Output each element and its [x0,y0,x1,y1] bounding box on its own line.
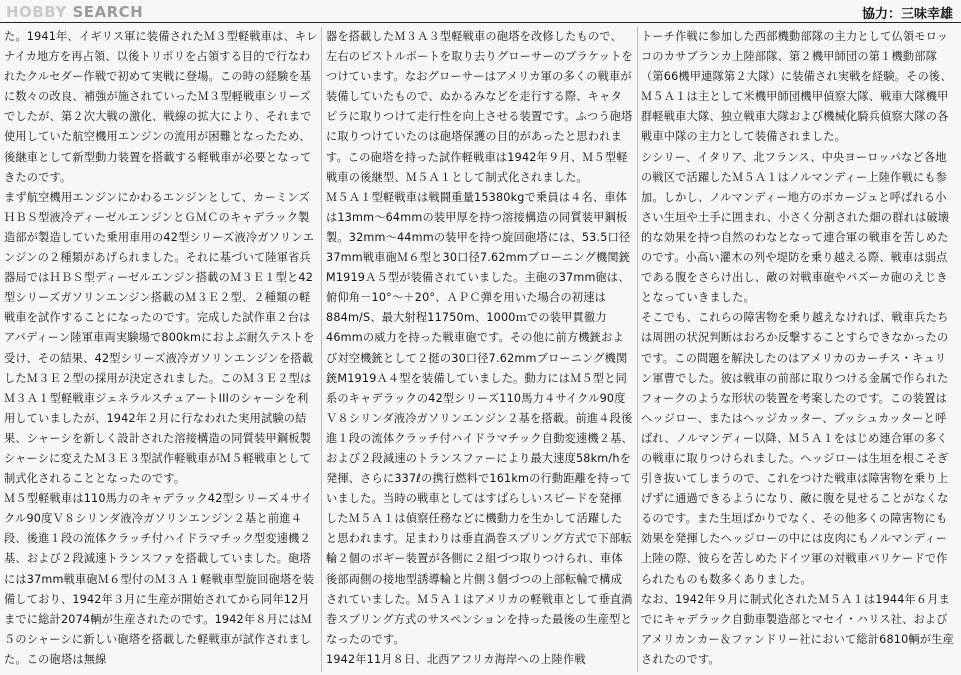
header-rule [0,22,961,23]
paragraph: Ｍ５Ａ１型軽戦車は戦闘重量15380kgで乗員は４名、車体は13mm～64mmの装甲厚を持つ溶接構造の同質装甲鋼板製。32mm～44mmの装甲を持つ旋回砲塔には、53.5口径37mm戦車砲Ｍ６型と30口径7.62mmブローニング機関銃M1919Ａ５型が装備されていました。主砲の37mm砲は、俯仰角－10°～＋20°、ＡＰＣ弾を用いた場合の初速は884m/S、最大射程11750m、1000ｍでの装甲貫徹力46mmの威力を持った戦車砲です。その他に前方機銃および対空機銃として２挺の30口径7.62mmブローニング機関銃M1919Ａ４型を装備していました。動力にはＭ５型と同系のキャデラックの42型シリーズ110馬力４サイクル90度Ｖ８シリンダ液冷ガソリンエンジン２基を搭載。前進４段後進１段の流体クラッチ付ハイドラマチック自動変速機２基、および２段減速のトランスファーにより最大速度58km/hを発揮、さらに337ℓの携行燃料で161kmの行動距離を持っていました。当時の戦車としてはすばらしいスピードを発揮したＭ５Ａ１は偵察任務などに機動力を生かして活躍したと思われます。足まわりは垂直渦巻スプリング方式で下部転輪２個のボギー装置が各側に２組づつ取りつけられ、車体後部両側の接地型誘導輪と片側３個づつの上部転輪で構成されていました。Ｍ５Ａ１はアメリカの軽戦車として垂直渦巻スプリング方式のサスペンションを持った最後の生産型となったのです。 [326,190,633,646]
paragraph: 器を搭載したＭ３Ａ３型軽戦車の砲塔を改修したもので、左右のピストルポートを取り去りグローサーのブラケットをつけています。なおグローサーはアメリカ軍の多くの戦車が装備していたもので、ぬかるみなどを走行する際、キャタピラに取りつけて走行性を向上させる装置です。ふつう砲塔に取りつけていたのは砲塔保護の目的があったと思われます。この砲塔を持った試作軽戦車は1942年９月、Ｍ５型軽戦車の後継型、Ｍ５Ａ１として制式化されました。 [326,30,633,184]
cooperation-credit: 協力：三味幸雄 [861,7,953,22]
text-column-1 [4,27,318,672]
paragraph: トーチ作戦に参加した西部機動部隊の主力として仏領モロッコのカサブランカ上陸部隊、第２機甲師団の第１機動部隊（第66機甲連隊第２大隊）に装備され実戦を経験。その後、Ｍ５Ａ１は主として米機甲師団機甲偵察大隊、戦車大隊機甲群軽戦車大隊、独立戦車大隊および機械化騎兵偵察大隊の各戦車中隊の主力として装備されました。 [641,30,952,144]
paragraph: 1942年11月８日、北西アフリカ海岸への上陸作戦 [326,652,586,666]
paragraph: なお、1942年９月に制式化されたＭ５Ａ１は1944年６月までにキャデラック自動車製造部とマセイ・ハリス社、およびアメリカンカー＆ファンドリー社において総計6810輌が生産されたのです。 [641,592,954,666]
text-column-2 [326,27,633,672]
hobby-search-logo [6,3,143,21]
text-column-3 [641,27,957,672]
column-divider [321,27,322,672]
page-header [0,0,961,24]
column-divider [637,27,638,672]
paragraph: た。1941年、イギリス軍に装備されたＭ３型軽戦車は、キレナイカ地方を再占領、以後トリポリを占領する目的で行なわれたクルセダー作戦で初めて実戦に登場。この時の経験を基に数々の改良、補強が施されていったＭ３型軽戦車シリーズでしたが、第２次大戦の激化、戦線の拡大により、それまで使用していた航空機用エンジンの流用が困難となったため、後継車として新型動力装置を搭載する軽戦車が必要となってきたのです。 [4,30,318,184]
paragraph: シシリー、イタリア、北フランス、中央ヨーロッパなど各地の戦区で活躍したＭ５Ａ１はノルマンディー上陸作戦にも参加。しかし、ノルマンディー地方のボカージュと呼ばれる小さい生垣や土手に囲まれ、小さく分割された畑の群れは破壊的な効果を持つ自然のわなとなって連合軍の戦車を苦しめたのです。小高い灌木の列や堤防を乗り越える際、戦車は弱点である腹をさらけ出し、敵の対戦車砲やバズーカ砲のえじきとなっていきました。 [641,150,950,305]
logo-prefix: HOBBY [6,3,67,21]
paragraph: そこでも、これらの障害物を乗り越えなければ、戦車兵たちは周囲の状況判断はおろか反撃することすらできなかったのです。この問題を解決したのはアメリカのカーチス・キュリン軍曹でした。彼は戦車の前部に取りつける金属で作られたフォークのような形状の装置を考案したのです。この装置はヘッジロー、またはヘッジカッター、ブッシュカッターと呼ばれ、ノルマンディー以降、Ｍ５Ａ１をはじめ連合軍の多くの戦車に取りつけられました。ヘッジローは生垣を根こそぎ引き抜いてしまうので、これをつけた戦車は障害物を乗り上げずに通過できるようになり、敵に腹を見せることがなくなるのです。また生垣ばかりでなく、その他多くの障害物にも効果を発揮したヘッジローの中には皮肉にもノルマンディー上陸の際、彼らを苦しめたドイツ軍の対戦車バリケードで作られたものも数多くありました。 [641,311,949,586]
paragraph: まず航空機用エンジンにかわるエンジンとして、カーミンズＨＢＳ型液冷ディーゼルエンジンとＧＭＣのキャデラック製造部が製造していた乗用車用の42型シリーズ液冷ガソリンエンジンの２種類があげられました。それに基づいて陸軍省兵器局ではＨＢＳ型ディーゼルエンジン搭載のＭ３Ｅ１型と42型シリーズガソリンエンジン搭載のＭ３Ｅ２型、２種類の軽戦車を試作することになったのです。完成した試作車２台はアバディーン陸軍車両実験場で800kmにおよぶ耐久テストを受け、その結果、42型シリーズ液冷ガソリンエンジンを搭載したＭ３Ｅ２型の採用が決定されました。このＭ３Ｅ２型はＭ３Ａ１型軽戦車ジェネラルスチュアートIIIのシャーシを利用していましたが、1942年２月に行なわれた実用試験の結果、シャーシを新しく設計された溶接構造の同質装甲鋼板製シャーシに変えたＭ３Ｅ３型試作軽戦車がＭ５軽戦車として制式化されることとなったのです。 [4,190,315,486]
logo-text: SEARCH [72,3,144,21]
paragraph: Ｍ５型軽戦車は110馬力のキャデラック42型シリーズ４サイクル90度Ｖ８シリンダ液冷ガソリンエンジン２基と前進４段、後進１段の流体クラッチ付ハイドラマチック型変速機２基、および２段減速トランスファを搭載していました。砲塔には37mm戦車砲Ｍ６型付のＭ３Ａ１軽戦車型旋回砲塔を装備しており、1942年３月に生産が開始されてから同年12月までに総計2074輌が生産されたのです。1942年８月にはＭ５のシャーシに新しい砲塔を搭載した軽戦車が試作されました。この砲塔は無線 [4,492,315,666]
